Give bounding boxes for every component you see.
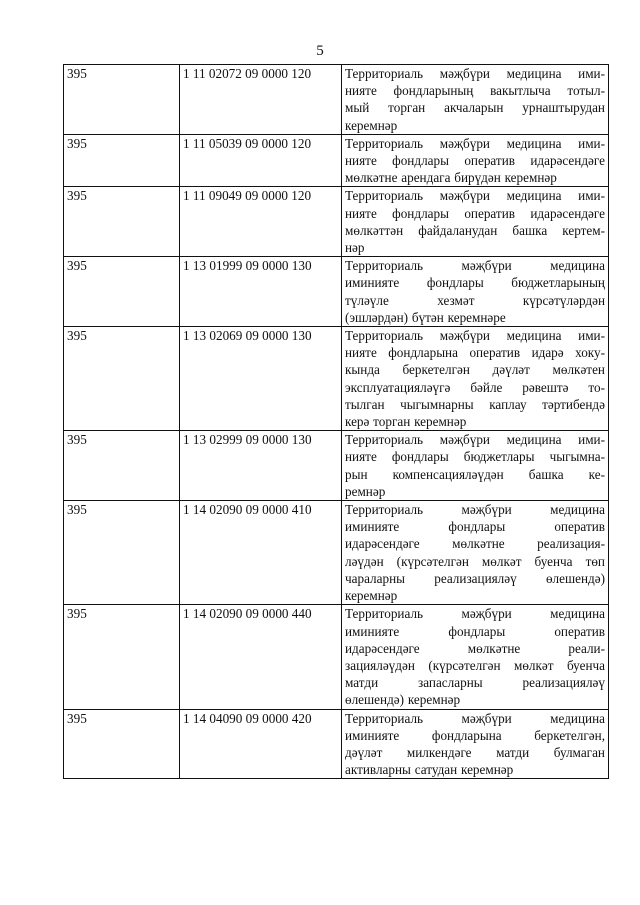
revenue-description-cell (342, 257, 609, 327)
revenue-description-cell (342, 709, 609, 779)
revenue-description-cell (342, 605, 609, 709)
administrator-code-cell: 395 (64, 709, 180, 779)
description-line: Территориаль мәҗбүри медицина ими- (345, 135, 605, 151)
description-line: өлешендә) керемнәр (345, 692, 461, 708)
description-line: нияте фондлары оператив идарәсендәге (345, 153, 605, 169)
description-line: Территориаль мәҗбүри медицина ими- (345, 328, 605, 344)
revenue-description-cell (342, 501, 609, 605)
table-row (64, 187, 609, 257)
description-line: дәүләт милкендәге матди булмаган (345, 744, 605, 760)
description-line: (эшләрдән) бүтән керемнәре (345, 309, 506, 325)
administrator-code-cell: 395 (64, 431, 180, 501)
description-line: нияте фондларының вакытлыча тотыл- (345, 83, 605, 99)
budget-classification-code-cell: 1 13 02069 09 0000 130 (180, 327, 342, 431)
description-line: Территориаль мәҗбүри медицина (345, 258, 605, 274)
description-line: идарәсендәге мөлкәтне реализация- (345, 536, 605, 552)
page-number: 5 (316, 43, 324, 59)
budget-classification-code-cell: 1 11 05039 09 0000 120 (180, 134, 342, 187)
description-line: нияте фондларына оператив идарә хоку- (345, 345, 605, 361)
administrator-code-cell: 395 (64, 257, 180, 327)
revenue-description-cell (342, 187, 609, 257)
budget-classification-code-cell: 1 11 09049 09 0000 120 (180, 187, 342, 257)
table-row (64, 65, 609, 135)
administrator-code-cell: 395 (64, 134, 180, 187)
description-line: идарәсендәге мөлкәтне реали- (345, 640, 605, 656)
table-body (64, 65, 609, 779)
budget-classification-code-cell: 1 14 02090 09 0000 440 (180, 605, 342, 709)
description-line: кында беркетелгән дәүләт мөлкәтен (345, 362, 605, 378)
table-row (64, 709, 609, 779)
description-line: керә торган керемнәр (345, 414, 467, 430)
description-line: матди запасларны реализацияләү (345, 675, 605, 691)
administrator-code-cell: 395 (64, 65, 180, 135)
description-line: ләүдән (күрсәтелгән мөлкәт буенча төп (345, 553, 605, 569)
budget-classification-code-cell: 1 13 02999 09 0000 130 (180, 431, 342, 501)
description-line: рын компенсацияләүдән башка ке- (345, 466, 605, 482)
administrator-code-cell: 395 (64, 187, 180, 257)
description-line: нияте фондлары оператив идарәсендәге (345, 205, 605, 221)
budget-classification-code-cell: 1 14 02090 09 0000 410 (180, 501, 342, 605)
description-line: Территориаль мәҗбүри медицина (345, 606, 605, 622)
description-line: зацияләүдән (күрсәтелгән мөлкәт буенча (345, 657, 605, 673)
table-row (64, 501, 609, 605)
revenue-codes-table (63, 64, 609, 779)
description-line: Территориаль мәҗбүри медицина (345, 710, 605, 726)
description-line: нияте фондлары бюджетлары чыгымна- (345, 449, 605, 465)
revenue-description-cell (342, 65, 609, 135)
table-row (64, 257, 609, 327)
description-line: тылган чыгымнарны каплау тәртибендә (345, 396, 605, 412)
administrator-code-cell: 395 (64, 501, 180, 605)
description-line: иминияте фондлары оператив (345, 623, 605, 639)
table-row (64, 327, 609, 431)
administrator-code-cell: 395 (64, 327, 180, 431)
budget-classification-code-cell: 1 11 02072 09 0000 120 (180, 65, 342, 135)
table-row (64, 431, 609, 501)
description-line: эксплуатацияләүгә бәйле рәвештә то- (345, 379, 605, 395)
description-line: нәр (345, 240, 365, 256)
description-line: иминияте фондлары оператив (345, 519, 605, 535)
revenue-description-cell (342, 431, 609, 501)
description-line: мөлкәттән файдаланудан башка кертем- (345, 222, 605, 238)
description-line: чараларны реализацияләү өлешендә) (345, 570, 605, 586)
description-line: иминияте фондлары бюджетларының (345, 275, 605, 291)
description-line: мый торган акчаларын урнаштырудан (345, 100, 605, 116)
revenue-description-cell (342, 327, 609, 431)
administrator-code-cell: 395 (64, 605, 180, 709)
description-line: керемнәр (345, 588, 398, 604)
description-line: Территориаль мәҗбүри медицина (345, 502, 605, 518)
description-line: түләүле хезмәт күрсәтүләрдән (345, 292, 605, 308)
description-line: Территориаль мәҗбүри медицина ими- (345, 66, 605, 81)
description-line: иминияте фондларына беркетелгән, (345, 727, 605, 743)
budget-classification-code-cell: 1 13 01999 09 0000 130 (180, 257, 342, 327)
budget-classification-code-cell: 1 14 04090 09 0000 420 (180, 709, 342, 779)
revenue-description-cell (342, 134, 609, 187)
description-line: мөлкәтне арендага бирүдән керемнәр (345, 170, 557, 186)
description-line: Территориаль мәҗбүри медицина ими- (345, 432, 605, 448)
table-row (64, 134, 609, 187)
table-row (64, 605, 609, 709)
description-line: Территориаль мәҗбүри медицина ими- (345, 188, 605, 204)
description-line: активларны сатудан керемнәр (345, 762, 514, 778)
description-line: керемнәр (345, 117, 398, 133)
description-line: ремнәр (345, 483, 386, 499)
